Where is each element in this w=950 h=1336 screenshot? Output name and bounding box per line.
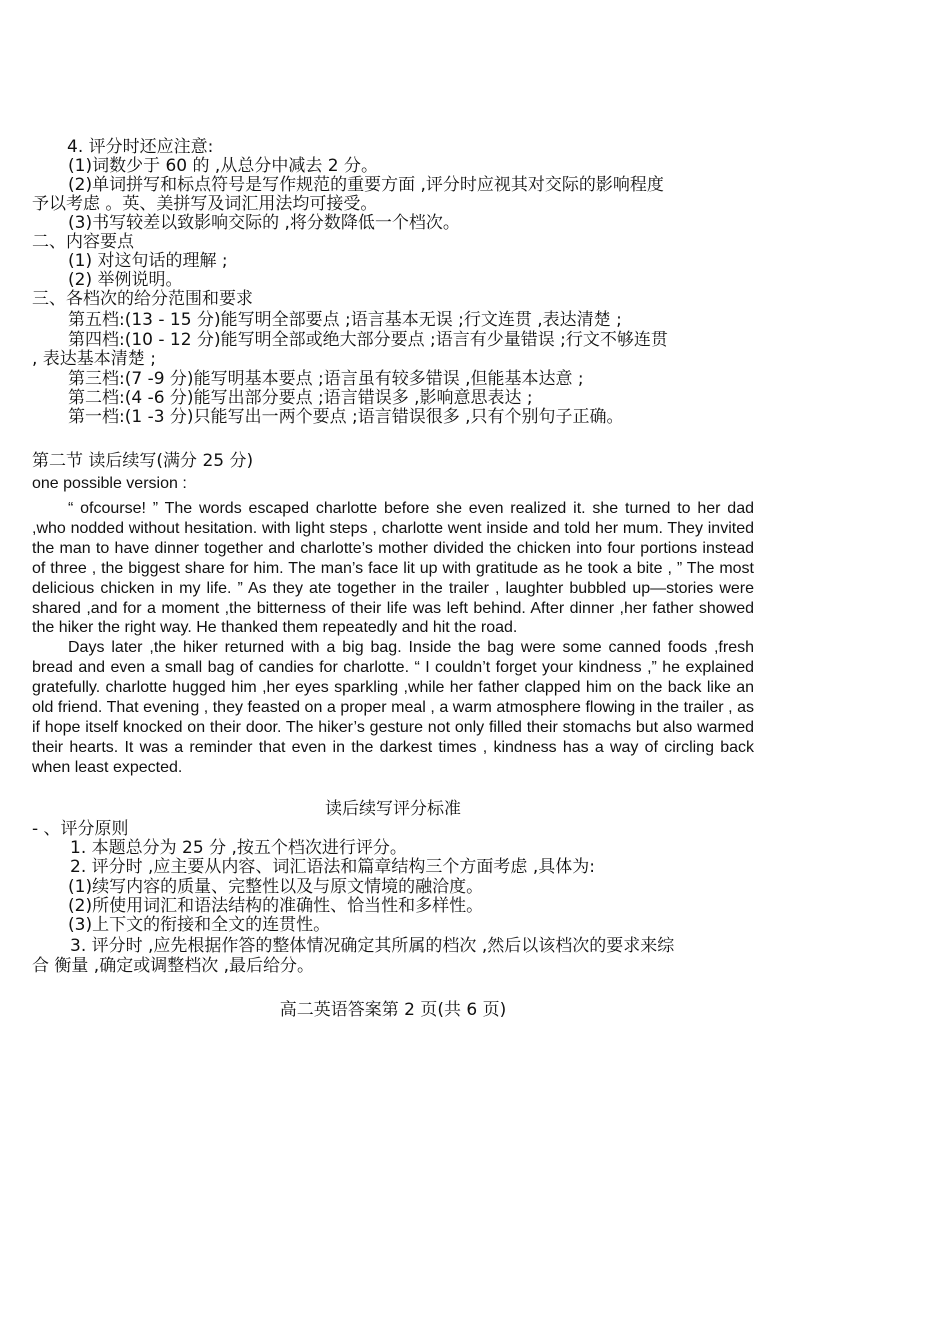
grade-levels-heading: 三、各档次的给分范围和要求 [32, 289, 253, 309]
grade-level-5: 第五档:(13 - 15 分)能写明全部要点 ;语言基本无误 ;行文连贯 ,表达清楚 ; [68, 310, 622, 330]
criteria-sub-2: (2)所使用词汇和语法结构的准确性、恰当性和多样性。 [68, 896, 484, 916]
content-point-1: (1) 对这句话的理解 ; [68, 251, 228, 271]
content-points-heading: 二、内容要点 [32, 232, 134, 252]
principle-heading: - 、评分原则 [32, 819, 129, 839]
section-2-title: 第二节 读后续写(满分 25 分) [32, 451, 254, 471]
grade-level-4-line-2: , 表达基本清楚 ; [32, 349, 156, 369]
criteria-item-3-line-1: 3. 评分时 ,应先根据作答的整体情况确定其所属的档次 ,然后以该档次的要求来综 [70, 936, 675, 956]
scoring-note-1: (1)词数少于 60 的 ,从总分中减去 2 分。 [68, 156, 378, 176]
criteria-sub-3: (3)上下文的衔接和全文的连贯性。 [68, 915, 331, 935]
grade-level-1: 第一档:(1 -3 分)只能写出一两个要点 ;语言错误很多 ,只有个别句子正确。 [68, 407, 624, 427]
essay-paragraph-2: Days later ,the hiker returned with a big bag. Inside the bag were some canned foods ,fresh bread and even a small bag of candies for charlotte. “ I couldn’t forget your kindness ,” he explained gratefully. charlotte hugged him ,her eyes sparkling ,while her father clapped him on the back like an old friend. That evening , they feasted on a proper meal , a warm atmosphere flowing in the trailer , as if hope itself knocked on their door. The hiker’s gesture not only filled their stomachs but also warmed their hearts. It was a reminder that even in the darkest times , kindness has a way of circling back when least expected. [32, 639, 754, 776]
criteria-item-2: 2. 评分时 ,应主要从内容、词汇语法和篇章结构三个方面考虑 ,具体为: [70, 857, 595, 877]
grade-level-3: 第三档:(7 -9 分)能写明基本要点 ;语言虽有较多错误 ,但能基本达意 ; [68, 369, 584, 389]
scoring-note-2-line-2: 予以考虑 。英、美拼写及词汇用法均可接受。 [32, 194, 378, 214]
scoring-note-2-line-1: (2)单词拼写和标点符号是写作规范的重要方面 ,评分时应视其对交际的影响程度 [68, 175, 664, 195]
scoring-note-3: (3)书写较差以致影响交际的 ,将分数降低一个档次。 [68, 213, 460, 233]
version-label: one possible version : [32, 475, 187, 492]
page-footer: 高二英语答案第 2 页(共 6 页) [279, 1000, 507, 1020]
scoring-notes-heading: 4. 评分时还应注意: [67, 137, 214, 157]
criteria-sub-1: (1)续写内容的质量、完整性以及与原文情境的融洽度。 [68, 877, 484, 897]
grade-level-4-line-1: 第四档:(10 - 12 分)能写明全部或绝大部分要点 ;语言有少量错误 ;行文不够连贯 [68, 330, 668, 350]
grade-level-2: 第二档:(4 -6 分)能写出部分要点 ;语言错误多 ,影响意思表达 ; [68, 388, 533, 408]
content-point-2: (2) 举例说明。 [68, 270, 183, 290]
essay-paragraph-1: “ ofcourse! ” The words escaped charlotte before she even realized it. she turned to her dad ,who nodded without hesitation. with light steps , charlotte went inside and told her mum. They invited the man to have dinner together and charlotte’s mother divided the chicken into four portions instead of three , the biggest share for him. The man’s face lit up with gratitude as he took a bite , ” The most delicious chicken in my life. ” As they ate together in the trailer , laughter bubbled up—stories were shared ,and for a moment ,the bitterness of their life was left behind. After dinner ,her father showed the hiker the right way. He thanked them repeatedly and hit the road. [32, 500, 754, 637]
criteria-item-3-line-2: 合 衡量 ,确定或调整档次 ,最后给分。 [32, 956, 315, 976]
criteria-title: 读后续写评分标准 [325, 799, 461, 819]
criteria-item-1: 1. 本题总分为 25 分 ,按五个档次进行评分。 [70, 838, 407, 858]
sample-essay [32, 499, 754, 778]
